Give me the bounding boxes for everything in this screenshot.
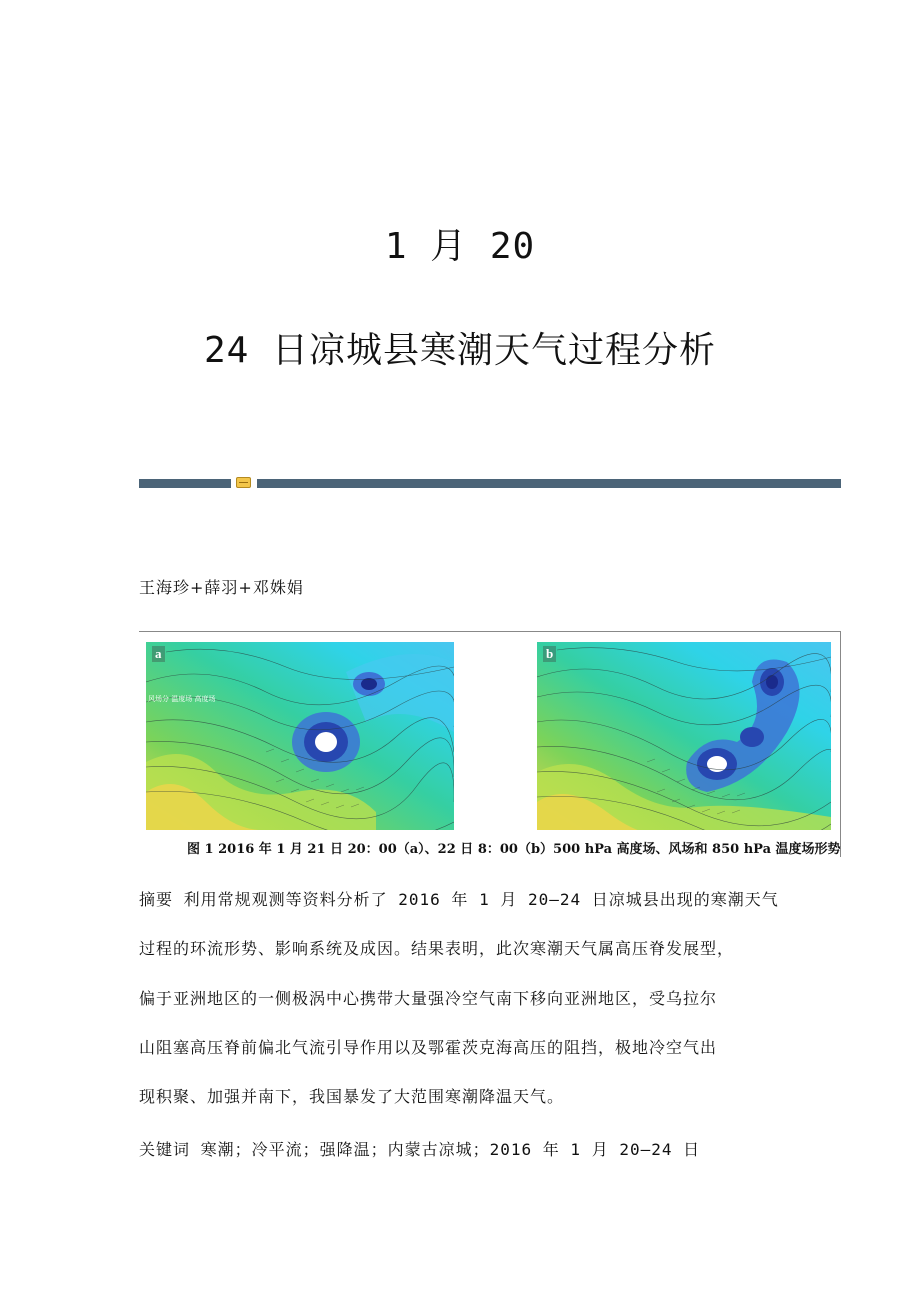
weather-map-b-graphic [537, 642, 831, 830]
panel-label-b: b [543, 646, 556, 662]
weather-map-b [537, 642, 845, 830]
weather-map-a-graphic [146, 642, 454, 830]
title-divider-right [257, 479, 841, 488]
abstract-line-2: 过程的环流形势、影响系统及成因。结果表明，此次寒潮天气属高压脊发展型， [139, 939, 735, 958]
abstract-line-1: 摘要 利用常规观测等资料分析了 2016 年 1 月 20—24 日凉城县出现的寒潮天气 [139, 890, 779, 909]
keywords: 关键词 寒潮；冷平流；强降温；内蒙古凉城；2016 年 1 月 20—24 日 [139, 1140, 701, 1159]
figure-caption: 图 1 2016 年 1 月 21 日 20：00（a）、22 日 8：00（b）500 hPa 高度场、风场和 850 hPa 温度场形势 [187, 842, 841, 857]
abstract-line-5: 现积聚、加强并南下，我国暴发了大范围寒潮降温天气。 [139, 1087, 565, 1106]
panel-label-a: a [152, 646, 165, 662]
abstract-line-4: 山阻塞高压脊前偏北气流引导作用以及鄂霍茨克海高压的阻挡，极地冷空气出 [139, 1038, 718, 1057]
divider-emblem-icon [236, 477, 251, 488]
abstract-line-3: 偏于亚洲地区的一侧极涡中心携带大量强冷空气南下移向亚洲地区，受乌拉尔 [139, 989, 718, 1008]
title-line-2: 24 日凉城县寒潮天气过程分析 [203, 330, 717, 371]
title-line-1: 1 月 20 [384, 226, 536, 267]
title-divider-left [139, 479, 231, 488]
authors: 王海珍+薛羽+邓姝娟 [139, 578, 304, 597]
weather-map-a [146, 642, 454, 830]
map-note: 风场分 温度场 高度场 [148, 695, 216, 703]
figure-1 [139, 631, 841, 857]
